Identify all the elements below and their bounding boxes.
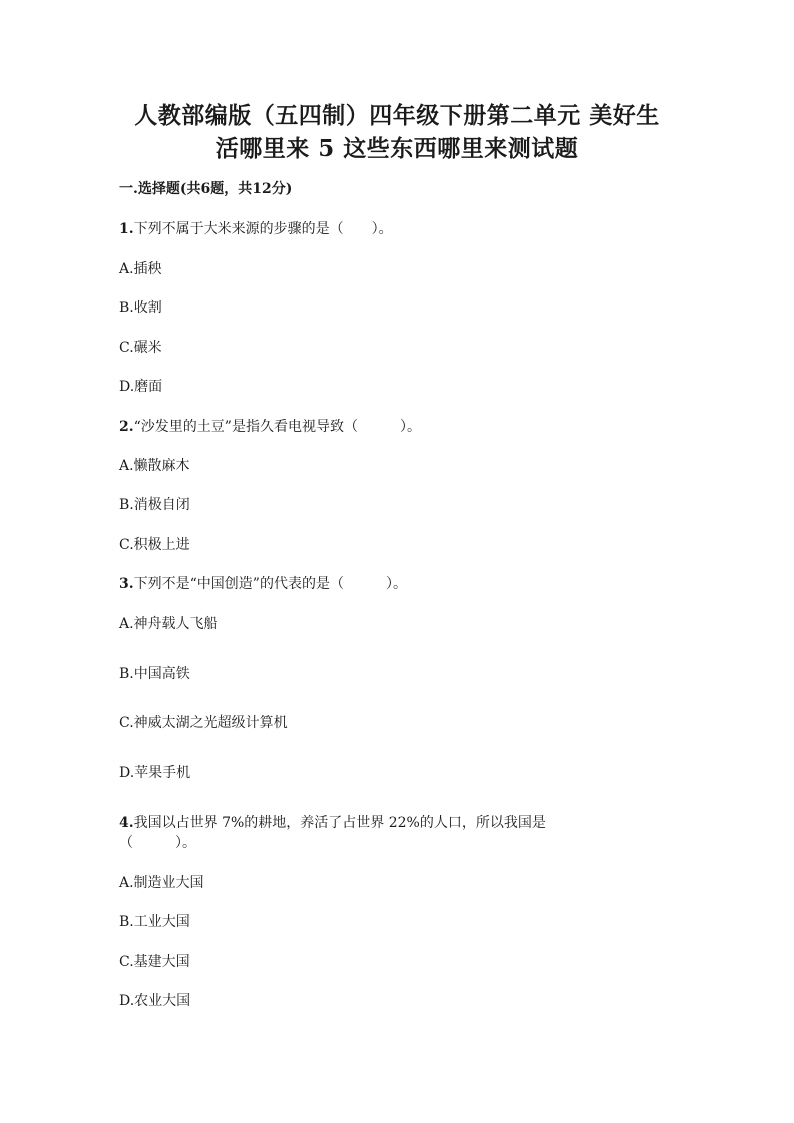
question-1 bbox=[119, 218, 393, 238]
question-2 bbox=[119, 416, 421, 436]
question-text: “沙发里的土豆”是指久看电视导致（ ）。 bbox=[133, 419, 421, 435]
question-1-option-c: C.碾米 bbox=[119, 340, 162, 356]
question-4-option-c: C.基建大国 bbox=[119, 954, 190, 970]
page-title-line-2: 活哪里来 5 这些东西哪里来测试题 bbox=[215, 135, 579, 162]
question-3 bbox=[119, 573, 407, 593]
question-4-option-d: D.农业大国 bbox=[119, 993, 191, 1009]
question-3-option-d: D.苹果手机 bbox=[119, 765, 191, 781]
question-2-option-c: C.积极上进 bbox=[119, 537, 190, 553]
question-1-option-a: A.插秧 bbox=[119, 261, 162, 277]
question-3-option-a: A.神舟载人飞船 bbox=[119, 616, 218, 632]
question-4-option-b: B.工业大国 bbox=[119, 914, 190, 930]
question-2-option-a: A.懒散麻木 bbox=[119, 458, 190, 474]
question-4-option-a: A.制造业大国 bbox=[119, 875, 204, 891]
question-4-text-continued: （ ）。 bbox=[119, 835, 196, 851]
question-text: 我国以占世界 7%的耕地，养活了占世界 22%的人口，所以我国是 bbox=[133, 815, 546, 831]
question-3-option-c: C.神威太湖之光超级计算机 bbox=[119, 715, 288, 731]
question-4 bbox=[119, 812, 546, 832]
question-number: 1. bbox=[119, 221, 134, 237]
page-title-line-1: 人教部编版（五四制）四年级下册第二单元 美好生 bbox=[134, 102, 660, 129]
question-2-option-b: B.消极自闭 bbox=[119, 497, 190, 513]
section-heading: 一.选择题(共6题，共12分) bbox=[119, 181, 293, 197]
question-1-option-d: D.磨面 bbox=[119, 379, 163, 395]
question-1-option-b: B.收割 bbox=[119, 300, 162, 316]
question-text: 下列不是“中国创造”的代表的是（ ）。 bbox=[133, 576, 407, 592]
question-number: 4. bbox=[119, 815, 134, 831]
question-number: 3. bbox=[119, 576, 134, 592]
question-number: 2. bbox=[119, 419, 134, 435]
question-text: 下列不属于大米来源的步骤的是（ ）。 bbox=[133, 221, 393, 237]
question-3-option-b: B.中国高铁 bbox=[119, 666, 190, 682]
